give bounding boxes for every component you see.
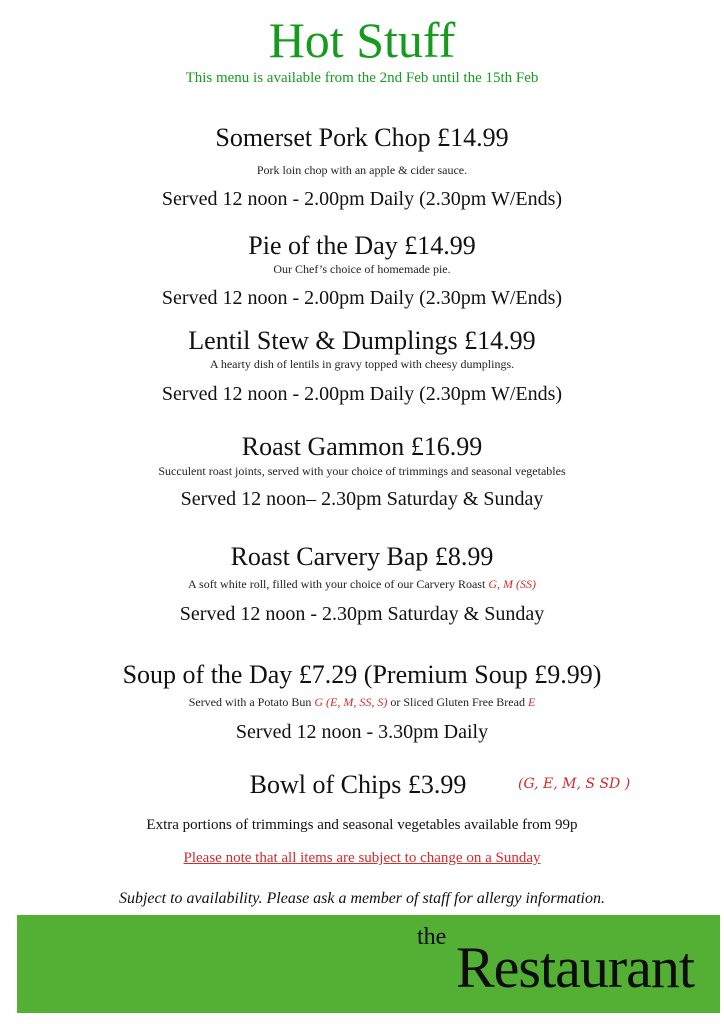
carvery-bap-allergens: G, M (SS) bbox=[488, 577, 536, 591]
dish-name-soup: Soup of the Day £7.29 (Premium Soup £9.99) bbox=[122, 660, 602, 689]
dish-served-pork-chop: Served 12 noon - 2.00pm Daily (2.30pm W/Ends) bbox=[161, 188, 563, 210]
soup-description-text-1: Served with a Potato Bun bbox=[188, 695, 315, 709]
dish-description-pork-chop: Pork loin chop with an apple & cider sauce. bbox=[256, 163, 468, 177]
dish-served-carvery-bap: Served 12 noon - 2.30pm Saturday & Sunday bbox=[179, 603, 545, 625]
dish-name-bowl-of-chips: Bowl of Chips £3.99 bbox=[249, 770, 467, 799]
dish-name-roast-gammon: Roast Gammon £16.99 bbox=[241, 432, 483, 461]
dish-name-pie: Pie of the Day £14.99 bbox=[248, 231, 476, 260]
dish-description-lentil-stew: A hearty dish of lentils in gravy topped with cheesy dumplings. bbox=[209, 357, 515, 371]
dish-description-pie: Our Chef’s choice of homemade pie. bbox=[273, 262, 451, 276]
carvery-bap-description-text: A soft white roll, filled with your choice of our Carvery Roast bbox=[188, 577, 489, 591]
logo-the-text: the bbox=[417, 924, 447, 950]
dish-served-lentil-stew: Served 12 noon - 2.00pm Daily (2.30pm W/Ends) bbox=[161, 383, 563, 405]
extras-note: Extra portions of trimmings and seasonal vegetables available from 99p bbox=[146, 817, 578, 833]
dish-description-soup bbox=[0, 694, 724, 710]
restaurant-banner bbox=[17, 915, 720, 1013]
soup-description-text-2: or Sliced Gluten Free Bread bbox=[387, 695, 528, 709]
sunday-change-note: Please note that all items are subject to change on a Sunday bbox=[183, 850, 541, 866]
dish-served-soup: Served 12 noon - 3.30pm Daily bbox=[235, 721, 489, 743]
dish-served-pie: Served 12 noon - 2.00pm Daily (2.30pm W/Ends) bbox=[161, 287, 563, 309]
dish-served-roast-gammon: Served 12 noon– 2.30pm Saturday & Sunday bbox=[180, 488, 544, 510]
soup-bread-allergens: E bbox=[527, 695, 536, 709]
dish-name-pork-chop: Somerset Pork Chop £14.99 bbox=[215, 123, 509, 152]
dish-name-carvery-bap: Roast Carvery Bap £8.99 bbox=[230, 542, 494, 571]
logo-restaurant-text: Restaurant bbox=[455, 935, 694, 1000]
chips-allergens: (G, E, M, S SD ) bbox=[518, 776, 631, 792]
menu-availability-subtitle: This menu is available from the 2nd Feb until the 15th Feb bbox=[185, 70, 539, 86]
menu-title: Hot Stuff bbox=[268, 12, 456, 68]
dish-name-lentil-stew: Lentil Stew & Dumplings £14.99 bbox=[188, 326, 536, 355]
dish-description-carvery-bap bbox=[0, 576, 724, 592]
dish-description-roast-gammon: Succulent roast joints, served with your choice of trimmings and seasonal vegetables bbox=[158, 464, 566, 478]
availability-allergy-note: Subject to availability. Please ask a member of staff for allergy information. bbox=[118, 890, 605, 907]
soup-bun-allergens: G (E, M, SS, S) bbox=[314, 695, 388, 709]
restaurant-logo bbox=[384, 925, 694, 1005]
